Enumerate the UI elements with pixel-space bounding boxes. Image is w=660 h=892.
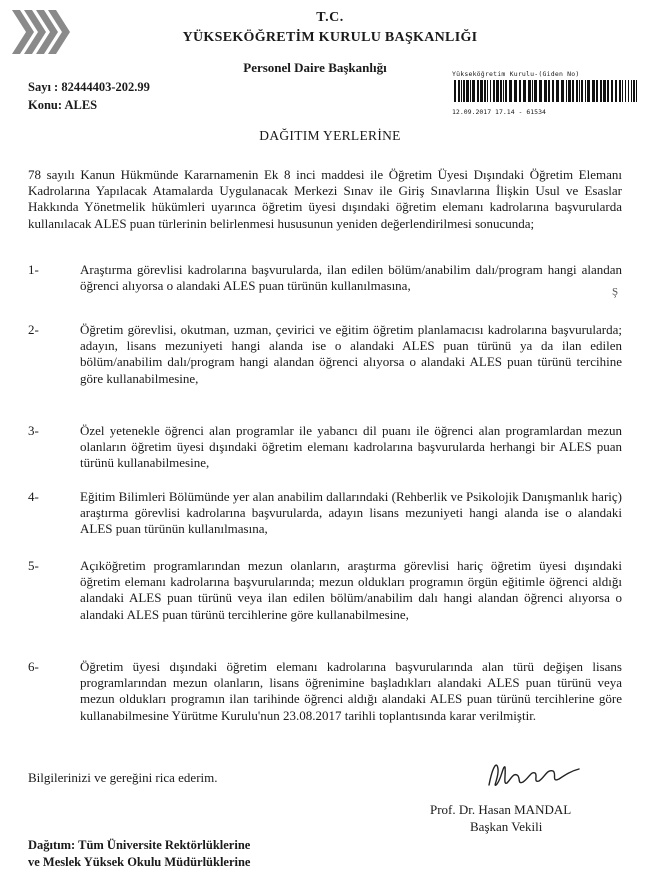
barcode-bar	[528, 80, 531, 102]
barcode-bar	[493, 80, 495, 102]
barcode-bar	[470, 80, 471, 102]
signer-name: Prof. Dr. Hasan MANDAL	[430, 802, 572, 817]
barcode-bar	[611, 80, 613, 102]
signer-title: Başkan Vekili	[470, 819, 543, 834]
barcode-bar	[622, 80, 623, 102]
barcode-bar	[458, 80, 460, 102]
list-item	[28, 262, 622, 294]
barcode-bar	[477, 80, 479, 102]
barcode-bar	[633, 80, 635, 102]
barcode-bar	[534, 80, 537, 102]
barcode-bar	[628, 80, 629, 102]
barcode-bar	[587, 80, 590, 102]
barcode-bar	[548, 80, 550, 102]
barcode-bar	[466, 80, 469, 102]
header-institution: YÜKSEKÖĞRETİM KURULU BAŞKANLIĞI	[182, 30, 478, 45]
list-item-text: Araştırma görevlisi kadrolarına başvurularda, ilan edilen bölüm/anabilim dalı/program hangi alandan öğrenci alıyorsa o alandaki ALES puan türünün kullanılmasına,	[80, 262, 622, 294]
margin-mark: Ş	[612, 286, 619, 298]
barcode-bar	[596, 80, 598, 102]
barcode-bar	[561, 80, 564, 102]
barcode-icon	[452, 80, 642, 102]
list-item-text: Özel yetenekle öğrenci alan programlar ile yabancı dil puanı ile öğrenci alan programlardan mezun olanların öğretim üyesi dışındaki öğretim elemanı kadrolarına başvurularda herhangi bir ALES puan türünü kullanabilmesine,	[80, 423, 622, 471]
closing-text: Bilgilerinizi ve gereğini rica ederim.	[28, 770, 218, 785]
list-item	[28, 558, 622, 623]
barcode-bar	[579, 80, 580, 102]
barcode-bar	[619, 80, 621, 102]
header-department: Personel Daire Başkanlığı	[243, 60, 387, 75]
intro-paragraph: 78 sayılı Kanun Hükmünde Kararnamenin Ek 8 inci maddesi ile Öğretim Üyesi Dışındaki Öğretim Elemanı Kadrolarına Yapılacak Atamalarda Uygulanacak Merkezi Sınav ile Giriş Sınavlarına İlişkin Usul ve Esaslar Hakkında Yönetmelik hükümleri uyarınca öğretim üyesi dışındaki öğretim elemanı kadrolarına başvurularda kullanılacak ALES puan türlerinin belirlenmesi hususunun yeniden değerlendirilmesi sonucunda;	[28, 167, 622, 231]
list-item-number: 5-	[28, 558, 39, 573]
list-item-number: 2-	[28, 322, 39, 337]
barcode-bar	[625, 80, 626, 102]
barcode-bar	[592, 80, 595, 102]
barcode-bar	[503, 80, 504, 102]
list-item-text: Öğretim görevlisi, okutman, uzman, çevirici ve eğitim öğretim planlamacısı kadrolarına başvurularda; adayın, lisans mezuniyeti hangi alanda ise o alandaki ALES puan türünü ya da ilan edilen bölüm/anabilim dalı/program hangi alandan öğrenci alıyorsa o alandaki ALES puan türünü tercihine göre kullanabilmesine,	[80, 322, 622, 386]
list-item	[28, 423, 622, 472]
list-item	[28, 489, 622, 538]
barcode-bar	[539, 80, 542, 102]
barcode-bar	[496, 80, 499, 102]
barcode-bar	[523, 80, 526, 102]
distribution-line-1: Dağıtım: Tüm Üniversite Rektörlüklerine	[28, 838, 251, 852]
distribution-title: DAĞITIM YERLERİNE	[259, 128, 401, 143]
barcode-bar	[487, 80, 488, 102]
barcode-bar	[484, 80, 486, 102]
barcode-bar	[631, 80, 632, 102]
header-tc: T.C.	[316, 10, 344, 25]
barcode-bar	[505, 80, 507, 102]
list-item	[28, 322, 622, 387]
barcode-info: 12.09.2017 17.14 - 61534	[452, 108, 546, 116]
barcode-bar	[566, 80, 567, 102]
barcode-bar	[636, 80, 637, 102]
barcode-bar	[480, 80, 483, 102]
barcode-bar	[568, 80, 571, 102]
barcode-bar	[500, 80, 502, 102]
barcode-bar	[607, 80, 609, 102]
barcode-bar	[463, 80, 465, 102]
barcode-bar	[552, 80, 554, 102]
barcode-bar	[615, 80, 617, 102]
list-item-text: Eğitim Bilimleri Bölümünde yer alan anabilim dallarındaki (Rehberlik ve Psikolojik Danışmanlık hariç) araştırma görevlisi kadrolarına başvurularda, adayın lisans mezuniyeti hangi alanda ise o alandaki ALES puan türünün kullanılmasına,	[80, 489, 622, 537]
barcode-bar	[556, 80, 559, 102]
signature-icon	[483, 755, 583, 795]
barcode-bar	[600, 80, 602, 102]
barcode-bar	[519, 80, 521, 102]
barcode-bar	[585, 80, 586, 102]
barcode-bar	[576, 80, 578, 102]
barcode-bar	[514, 80, 517, 102]
document-subject: Konu: ALES	[28, 98, 98, 112]
list-item-text: Öğretim üyesi dışındaki öğretim elemanı kadrolarına başvurularında alan türü değişen lisans programlarından mezun olanların, lisans öğrenimine başladıkları alandaki ALES puan türünü veya mezun oldukları programın ilan tarihinde öğrenci aldığı alandaki ALES puan türünü tercihlerine göre kullanabilmesine Yürütme Kurulu'nun 23.08.2017 tarihli toplantısında karar verilmiştir.	[80, 659, 622, 723]
barcode-bar	[603, 80, 606, 102]
barcode-bar	[544, 80, 547, 102]
document-number: Sayı : 82444403-202.99	[28, 80, 150, 94]
barcode-label: Yükseköğretim Kurulu-(Giden No)	[452, 70, 580, 78]
barcode-bar	[581, 80, 583, 102]
list-item-number: 1-	[28, 262, 39, 277]
list-item-number: 3-	[28, 423, 39, 438]
distribution-line-2: ve Meslek Yüksek Okulu Müdürlüklerine	[28, 855, 251, 869]
barcode-bar	[454, 80, 456, 102]
list-item-text: Açıköğretim programlarından mezun olanların, araştırma görevlisi hariç öğretim üyesi dışındaki öğretim elemanı kadrolarına başvurularında; mezun oldukları programın örgün eğitimle öğrenci aldığı alandaki ALES puan türünü veya ilan edilen bölüm/anabilim dalı hangi alandan öğrenci alıyorsa o alandaki ALES puan türünü tercihlerine göre kullanabilmesine,	[80, 558, 622, 622]
barcode-bar	[461, 80, 462, 102]
barcode-stamp	[452, 70, 652, 116]
barcode-bar	[472, 80, 475, 102]
list-item-number: 6-	[28, 659, 39, 674]
barcode-bar	[490, 80, 491, 102]
barcode-bar	[532, 80, 533, 102]
barcode-bar	[509, 80, 512, 102]
barcode-bar	[572, 80, 574, 102]
list-item	[28, 659, 622, 724]
list-item-number: 4-	[28, 489, 39, 504]
